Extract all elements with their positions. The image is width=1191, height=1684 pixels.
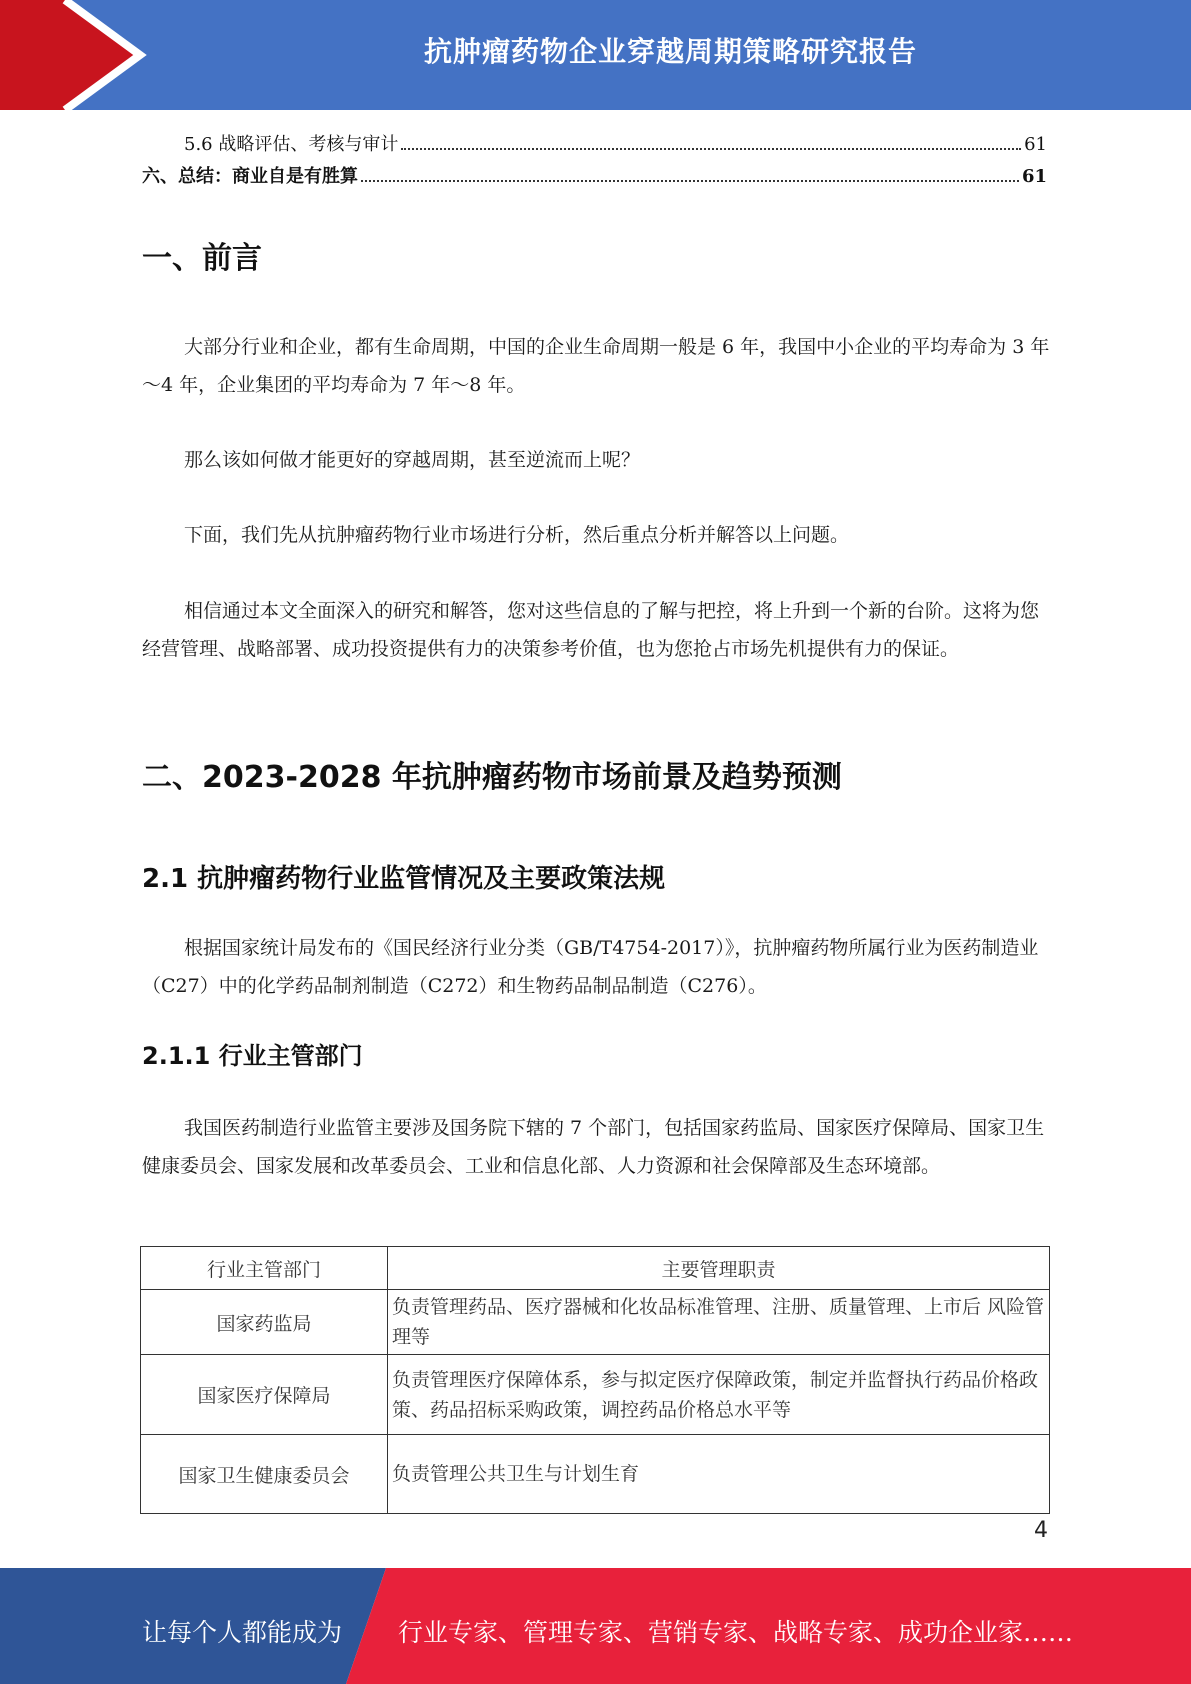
column-header-department: 行业主管部门 xyxy=(141,1247,388,1290)
preface-paragraph-4: 相信通过本文全面深入的研究和解答，您对这些信息的了解与把控，将上升到一个新的台阶。这将为您经营管理、战略部署、成功投资提供有力的决策参考价值，也为您抢占市场先机提供有力的保证。 xyxy=(142,600,1040,660)
table-header-row xyxy=(141,1247,1050,1290)
table-row xyxy=(141,1290,1050,1355)
page-header xyxy=(0,0,1191,110)
page-footer xyxy=(0,1568,1191,1684)
section-2-1-paragraph: 根据国家统计局发布的《国民经济行业分类（GB/T4754-2017）》，抗肿瘤药物所属行业为医药制造业（C27）中的化学药品制剂制造（C272）和生物药品制品制造（C276）。 xyxy=(142,937,1039,997)
column-header-duty: 主要管理职责 xyxy=(388,1247,1050,1290)
toc-entry-label: 六、总结：商业自是有胜算 xyxy=(142,166,358,187)
department-cell: 国家药监局 xyxy=(141,1290,388,1355)
section-heading-preface: 一、前言 xyxy=(142,241,262,276)
toc-entry[interactable] xyxy=(142,162,1047,194)
department-cell: 国家医疗保障局 xyxy=(141,1355,388,1435)
preface-paragraph-3: 下面，我们先从抗肿瘤药物行业市场进行分析，然后重点分析并解答以上问题。 xyxy=(184,524,850,546)
table-row xyxy=(141,1435,1050,1514)
duty-cell: 负责管理医疗保障体系，参与拟定医疗保障政策，制定并监督执行药品价格政策、药品招标采购政策，调控药品价格总水平等 xyxy=(388,1355,1050,1435)
toc-leader-dots xyxy=(361,180,1019,182)
toc-entry-page: 61 xyxy=(1021,166,1047,187)
section-2-1-1-paragraph: 我国医药制造行业监管主要涉及国务院下辖的 7 个部门，包括国家药监局、国家医疗保障局、国家卫生健康委员会、国家发展和改革委员会、工业和信息化部、人力资源和社会保障部及生态环境部。 xyxy=(142,1117,1045,1177)
page-number: 4 xyxy=(1034,1518,1048,1543)
department-cell: 国家卫生健康委员会 xyxy=(141,1435,388,1514)
subsection-heading-2-1-1: 2.1.1 行业主管部门 xyxy=(142,1042,363,1070)
toc-entry-page: 61 xyxy=(1024,134,1047,155)
preface-paragraph-1: 大部分行业和企业，都有生命周期，中国的企业生命周期一般是 6 年，我国中小企业的平均寿命为 3 年～4 年，企业集团的平均寿命为 7 年～8 年。 xyxy=(142,336,1050,396)
toc-entry[interactable] xyxy=(142,130,1047,162)
duty-cell: 负责管理药品、医疗器械和化妆品标准管理、注册、质量管理、上市后 风险管理等 xyxy=(388,1290,1050,1355)
footer-slogan-left: 让每个人都能成为 xyxy=(142,1618,343,1647)
toc-entry-label: 5.6 战略评估、考核与审计 xyxy=(184,134,399,155)
subsection-heading-2-1: 2.1 抗肿瘤药物行业监管情况及主要政策法规 xyxy=(142,864,666,894)
department-duties-table xyxy=(140,1246,1050,1514)
duty-cell: 负责管理公共卫生与计划生育 xyxy=(388,1435,1050,1514)
report-title: 抗肿瘤药物企业穿越周期策略研究报告 xyxy=(423,35,917,68)
section-heading-market: 二、2023-2028 年抗肿瘤药物市场前景及趋势预测 xyxy=(142,760,842,795)
table-row xyxy=(141,1355,1050,1435)
footer-slogan-right: 行业专家、管理专家、营销专家、战略专家、成功企业家…… xyxy=(398,1618,1074,1647)
preface-paragraph-2: 那么该如何做才能更好的穿越周期，甚至逆流而上呢？ xyxy=(184,449,641,471)
toc-leader-dots xyxy=(401,148,1021,150)
table-of-contents xyxy=(142,130,1047,194)
